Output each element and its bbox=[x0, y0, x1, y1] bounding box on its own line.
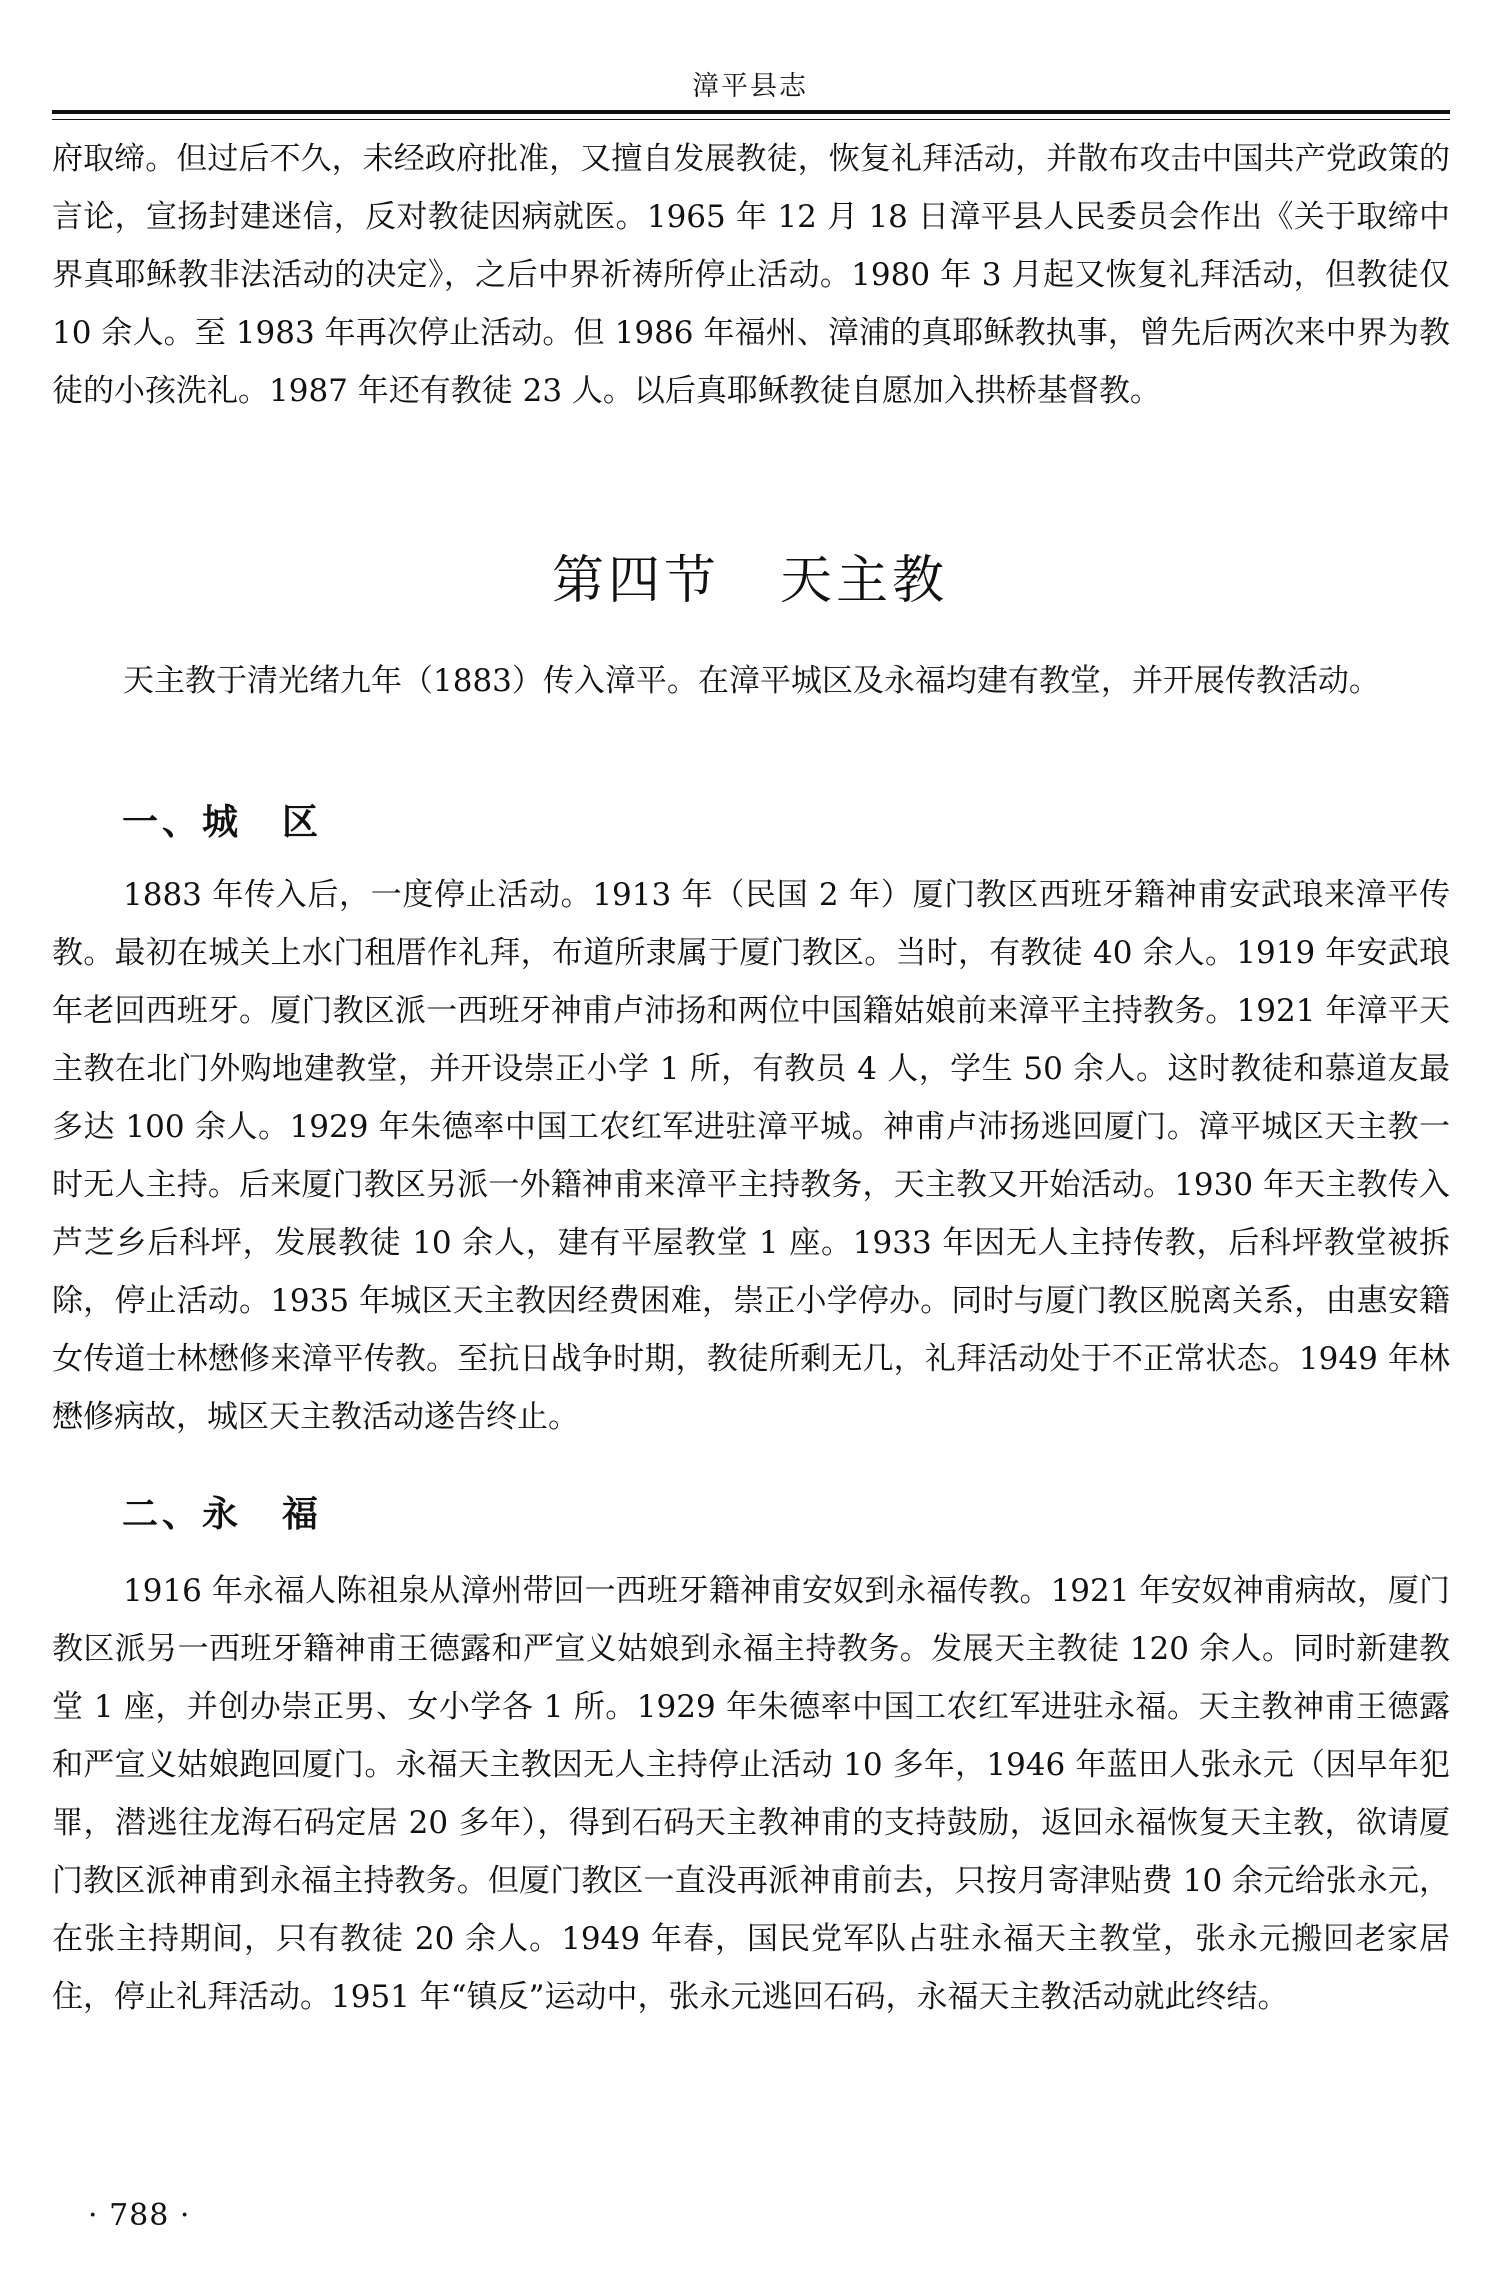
header-rule-thick bbox=[52, 110, 1450, 114]
continued-paragraph: 府取缔。但过后不久，未经政府批准，又擅自发展教徒，恢复礼拜活动，并散布攻击中国共产党政策的言论，宣扬封建迷信，反对教徒因病就医。1965 年 12 月 18 日漳平县人民委员会作出《关于取缔中界真耶稣教非法活动的决定》，之后中界祈祷所停止活动。1980 年 3 月起又恢复礼拜活动，但教徒仅 10 余人。至 1983 年再次停止活动。但 1986 年福州、漳浦的真耶稣教执事，曾先后两次来中界为教徒的小孩洗礼。1987 年还有教徒 23 人。以后真耶稣教徒自愿加入拱桥基督教。 bbox=[52, 141, 1450, 409]
section-heading bbox=[0, 538, 1500, 613]
section-intro-paragraph: 天主教于清光绪九年（1883）传入漳平。在漳平城区及永福均建有教堂，并开展传教活动。 bbox=[123, 663, 1380, 699]
yongfu-paragraph: 1916 年永福人陈祖泉从漳州带回一西班牙籍神甫安奴到永福传教。1921 年安奴神甫病故，厦门教区派另一西班牙籍神甫王德露和严宣义姑娘到永福主持教务。发展天主教徒 120 余人。同时新建教堂 1 座，并创办崇正男、女小学各 1 所。1929 年朱德率中国工农红军进驻永福。天主教神甫王德露和严宣义姑娘跑回厦门。永福天主教因无人主持停止活动 10 多年，1946 年蓝田人张永元（因早年犯罪，潜逃往龙海石码定居 20 多年），得到石码天主教神甫的支持鼓励，返回永福恢复天主教，欲请厦门教区派神甫到永福主持教务。但厦门教区一直没再派神甫前去，只按月寄津贴费 10 余元给张永元，在张主持期间，只有教徒 20 余人。1949 年春，国民党军队占驻永福天主教堂，张永元搬回老家居住，停止礼拜活动。1951 年“镇反”运动中，张永元逃回石码，永福天主教活动就此终结。 bbox=[52, 1573, 1450, 2015]
subheading-yongfu: 二、永 福 bbox=[122, 1494, 323, 1535]
subheading-chengqu: 一、城 区 bbox=[122, 802, 323, 843]
header-rule-thin bbox=[52, 119, 1450, 120]
running-header-title: 漳平县志 bbox=[692, 71, 808, 102]
page-number: · 788 · bbox=[88, 2198, 191, 2233]
chengqu-paragraph: 1883 年传入后，一度停止活动。1913 年（民国 2 年）厦门教区西班牙籍神甫安武琅来漳平传教。最初在城关上水门租厝作礼拜，布道所隶属于厦门教区。当时，有教徒 40 余人。1919 年安武琅年老回西班牙。厦门教区派一西班牙神甫卢沛扬和两位中国籍姑娘前来漳平主持教务。1921 年漳平天主教在北门外购地建教堂，并开设崇正小学 1 所，有教员 4 人，学生 50 余人。这时教徒和慕道友最多达 100 余人。1929 年朱德率中国工农红军进驻漳平城。神甫卢沛扬逃回厦门。漳平城区天主教一时无人主持。后来厦门教区另派一外籍神甫来漳平主持教务，天主教又开始活动。1930 年天主教传入芦芝乡后科坪，发展教徒 10 余人，建有平屋教堂 1 座。1933 年因无人主持传教，后科坪教堂被拆除，停止活动。1935 年城区天主教因经费困难，崇正小学停办。同时与厦门教区脱离关系，由惠安籍女传道士林懋修来漳平传教。至抗日战争时期，教徒所剩无几，礼拜活动处于不正常状态。1949 年林懋修病故，城区天主教活动遂告终止。 bbox=[52, 877, 1450, 1435]
section-number: 第四节 bbox=[551, 551, 720, 611]
section-title-text: 天主教 bbox=[780, 551, 949, 611]
